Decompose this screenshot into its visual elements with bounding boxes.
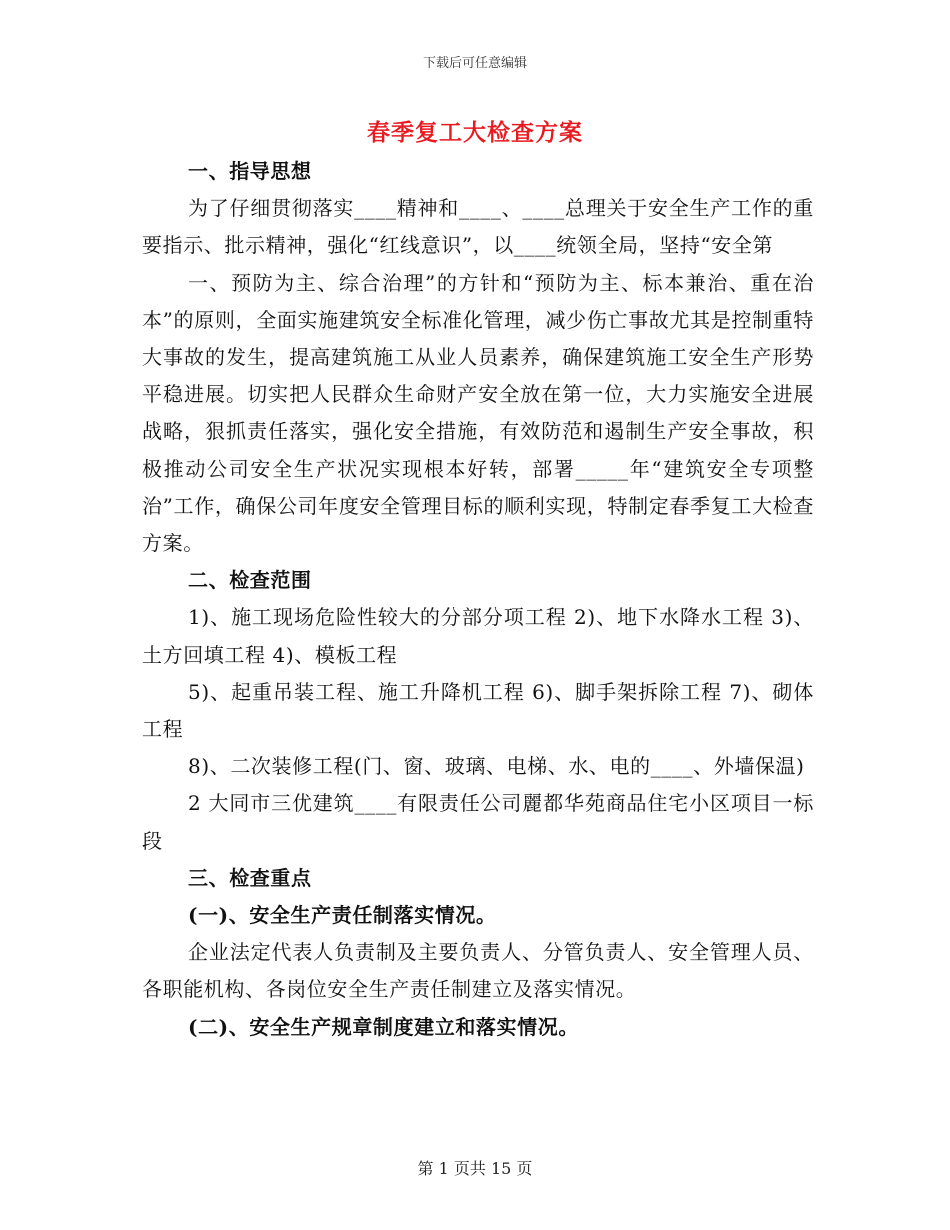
section-heading-inspection-focus: 三、检查重点 [188, 865, 312, 890]
paragraph: 为了仔细贯彻落实____精神和____、____总理关于安全生产工作的重要指示、批示精神，强化“红线意识”，以____统领全局，坚持“安全第 [142, 196, 814, 258]
paragraph: 2 大同市三优建筑____有限责任公司麗都华苑商品住宅小区项目一标段 [142, 791, 814, 853]
document-title: 春季复工大检查方案 [367, 119, 583, 146]
paragraph: 企业法定代表人负责制及主要负责人、分管负责人、安全管理人员、各职能机构、各岗位安全生产责任制建立及落实情况。 [142, 940, 814, 1002]
page-number: 第 1 页共 15 页 [417, 1159, 533, 1178]
paragraph: 8)、二次装修工程(门、窗、玻璃、电梯、水、电的____、外墙保温) [188, 754, 805, 779]
section-heading-inspection-scope: 二、检查范围 [188, 568, 312, 593]
document-body [142, 153, 814, 1046]
paragraph: 一、预防为主、综合治理”的方针和“预防为主、标本兼治、重在治本”的原则，全面实施建筑安全标准化管理，减少伤亡事故尤其是控制重特大事故的发生，提高建筑施工从业人员素养，确保建筑施工安全生产形势平稳进展。切实把人民群众生命财产安全放在第一位，大力实施安全进展战略，狠抓责任落实，强化安全措施，有效防范和遏制生产安全事故，积极推动公司安全生产状况实现根本好转，部署_____年“建筑安全专项整治”工作，确保公司年度安全管理目标的顺利实现，特制定春季复工大检查方案。 [142, 270, 814, 556]
page-header-note: 下载后可任意编辑 [422, 56, 527, 71]
section-heading-guiding-ideology: 一、指导思想 [188, 159, 312, 183]
paragraph: 1)、施工现场危险性较大的分部分项工程 2)、地下水降水工程 3)、土方回填工程 4)、模板工程 [142, 605, 814, 667]
paragraph: 5)、起重吊装工程、施工升降机工程 6)、脚手架拆除工程 7)、砌体工程 [142, 679, 814, 742]
subsection-heading: (二)、安全生产规章制度建立和落实情况。 [188, 1014, 579, 1039]
subsection-heading: (一)、安全生产责任制落实情况。 [188, 903, 497, 928]
